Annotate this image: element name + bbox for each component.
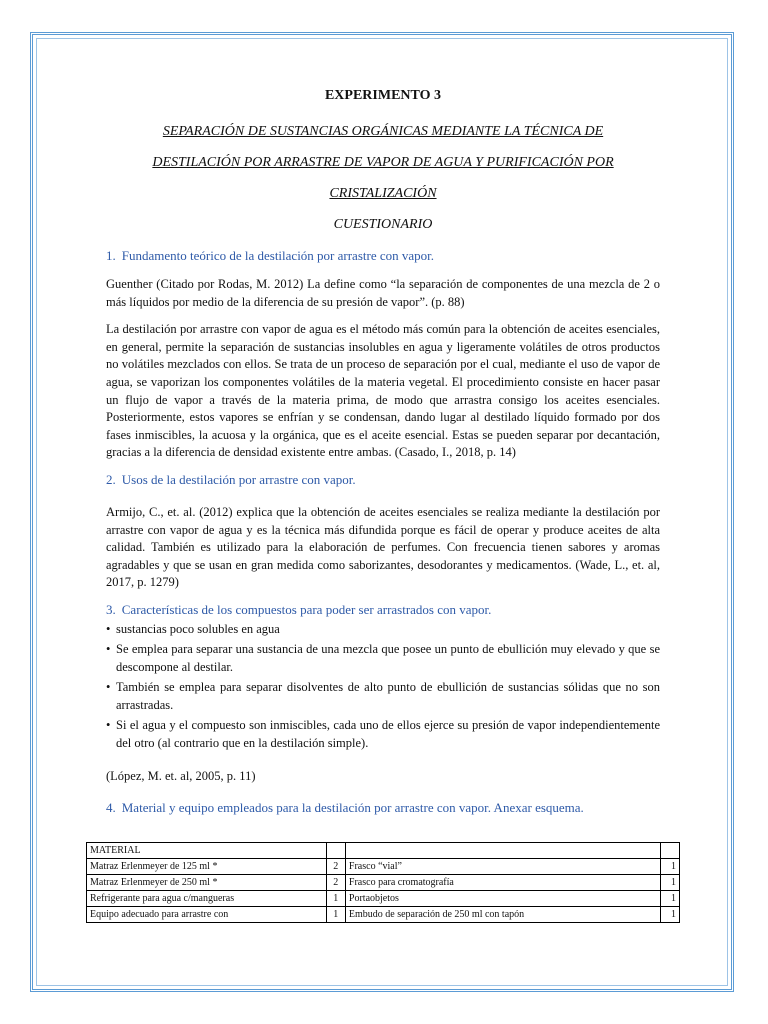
table-cell: 2 bbox=[326, 875, 345, 891]
table-header-cell bbox=[326, 843, 345, 859]
table-cell: Portaobjetos bbox=[345, 891, 660, 907]
document-title: EXPERIMENTO 3 bbox=[324, 88, 442, 103]
table-cell: 1 bbox=[660, 907, 679, 923]
bullet-text: Se emplea para separar una sustancia de una mezcla que posee un punto de ebullición muy elevado y que se descompone al destilar. bbox=[116, 641, 660, 674]
table-cell: 1 bbox=[326, 891, 345, 907]
section-4-number: 4. bbox=[106, 799, 116, 815]
table-row bbox=[87, 891, 680, 907]
list-item bbox=[106, 678, 660, 714]
table-header-cell bbox=[660, 843, 679, 859]
bullet-text: sustancias poco solubles en agua bbox=[116, 621, 280, 636]
bullet-text: Si el agua y el compuesto son inmiscibles, cada uno de ellos ejerce su presión de vapor independientemente del otro (al contrario que en la destilación simple). bbox=[116, 717, 660, 750]
section-2-title: Usos de la destilación por arrastre con vapor. bbox=[121, 471, 356, 487]
section-3-heading bbox=[106, 602, 660, 618]
bullet-icon: • bbox=[106, 717, 111, 732]
table-header-cell bbox=[345, 843, 660, 859]
table-cell: 1 bbox=[660, 891, 679, 907]
section-3-citation: (López, M. et. al, 2005, p. 11) bbox=[106, 768, 256, 783]
section-label: CUESTIONARIO bbox=[333, 217, 433, 232]
bullet-text: También se emplea para separar disolventes de alto punto de ebullición de sustancias sólidas que no son arrastradas. bbox=[116, 679, 660, 712]
section-4-heading bbox=[106, 800, 660, 816]
table-cell: Refrigerante para agua c/mangueras bbox=[87, 891, 327, 907]
table-cell: Embudo de separación de 250 ml con tapón bbox=[345, 907, 660, 923]
section-1-title: Fundamento teórico de la destilación por arrastre con vapor. bbox=[121, 248, 435, 263]
section-1-heading bbox=[106, 248, 660, 264]
section-2-number: 2. bbox=[106, 471, 116, 487]
section-4-title: Material y equipo empleados para la destilación por arrastre con vapor. Anexar esquema. bbox=[121, 799, 584, 815]
section-1-paragraph-1: Guenther (Citado por Rodas, M. 2012) La define como “la separación de componentes de una mezcla de 2 o más líquidos por medio de la diferencia de su presión de vapor”. (p. 88) bbox=[106, 277, 660, 309]
bullet-icon: • bbox=[106, 679, 111, 694]
subtitle-line-2: DESTILACIÓN POR ARRASTRE DE VAPOR DE AGUA Y PURIFICACIÓN POR bbox=[152, 155, 614, 170]
table-cell: 1 bbox=[326, 907, 345, 923]
section-2-paragraph-1: Armijo, C., et. al. (2012) explica que la obtención de aceites esenciales se realiza mediante la destilación por arrastre con vapor de agua y es la técnica más difundida porque es fácil de operar y produce aceites de alta calidad. También es utilizado para la elaboración de perfumes. Con frecuencia tienen sabores y aromas agradables y que se usan en gran medida como saborizantes, desodorantes y medicamentos. (Wade, L., et. al, 2017, p. 1279) bbox=[106, 504, 660, 590]
section-1-number: 1. bbox=[106, 248, 116, 263]
list-item bbox=[106, 620, 660, 638]
list-item bbox=[106, 716, 660, 752]
section-3-title: Características de los compuestos para poder ser arrastrados con vapor. bbox=[121, 601, 492, 617]
table-header-cell: MATERIAL bbox=[87, 843, 327, 859]
table-cell: 1 bbox=[660, 875, 679, 891]
bullet-icon: • bbox=[106, 621, 111, 636]
table-cell: 1 bbox=[660, 859, 679, 875]
table-cell: Frasco “vial” bbox=[345, 859, 660, 875]
document-body bbox=[106, 88, 660, 828]
section-2-heading bbox=[106, 472, 660, 488]
subtitle-line-1: SEPARACIÓN DE SUSTANCIAS ORGÁNICAS MEDIANTE LA TÉCNICA DE bbox=[162, 124, 604, 139]
section-3-bullet-list bbox=[106, 620, 660, 752]
bullet-icon: • bbox=[106, 641, 111, 656]
subtitle-line-3: CRISTALIZACIÓN bbox=[329, 186, 437, 201]
section-1-paragraph-2: La destilación por arrastre con vapor de agua es el método más común para la obtención de aceites esenciales, en general, permite la separación de sustancias insolubles en agua y ligeramente volátiles de otros productos no volátiles mezclados con ellos. Se trata de un proceso de separación por el cual, mediante el uso de vapor de agua, se vaporizan los componentes volátiles de la materia vegetal. El procedimiento consiste en hacer pasar un flujo de vapor a través de la materia prima, de modo que arrastra consigo los aceites esenciales. Posteriormente, estos vapores se enfrían y se condensan, dando lugar al destilado líquido formado por dos fases inmiscibles, la acuosa y la orgánica, que es el aceite esencial. Estas se pueden separar por decantación, gracias a la diferencia de densidad existente entre ambas. (Casado, I., 2018, p. 14) bbox=[106, 322, 660, 460]
table-row bbox=[87, 875, 680, 891]
table-row bbox=[87, 859, 680, 875]
table-cell: Frasco para cromatografía bbox=[345, 875, 660, 891]
table-cell: Equipo adecuado para arrastre con bbox=[87, 907, 327, 923]
table-cell: Matraz Erlenmeyer de 125 ml * bbox=[87, 859, 327, 875]
section-3-number: 3. bbox=[106, 601, 116, 617]
table-cell: 2 bbox=[326, 859, 345, 875]
table-cell: Matraz Erlenmeyer de 250 ml * bbox=[87, 875, 327, 891]
list-item bbox=[106, 640, 660, 676]
table-header-row bbox=[87, 843, 680, 859]
table-row bbox=[87, 907, 680, 923]
material-table bbox=[86, 842, 680, 923]
